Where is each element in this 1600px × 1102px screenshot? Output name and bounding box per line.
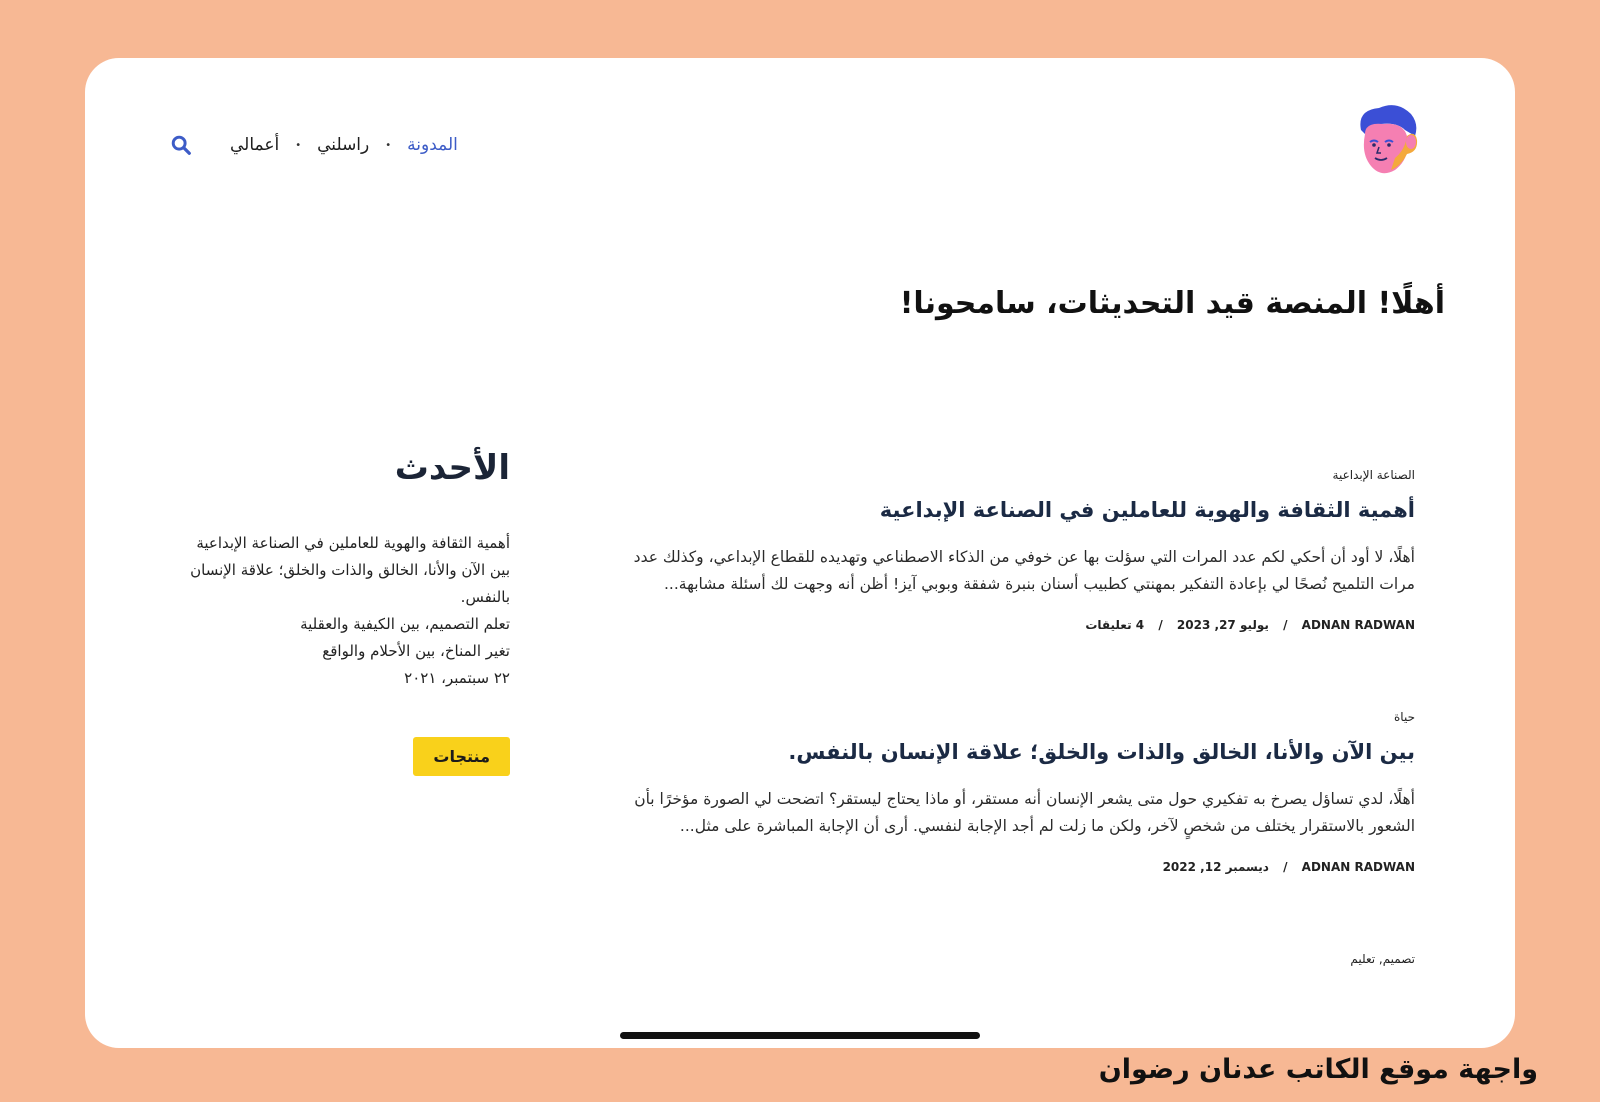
search-icon[interactable] [170, 134, 192, 156]
meta-separator: / [1283, 860, 1288, 874]
post-date: يوليو 27, 2023 [1176, 618, 1269, 632]
recent-post-link[interactable]: تعلم التصميم، بين الكيفية والعقلية [300, 615, 510, 633]
nav-separator: • [385, 139, 392, 151]
meta-separator: / [1158, 618, 1163, 632]
products-button[interactable]: منتجات [413, 737, 510, 776]
nav-contact[interactable]: راسلني [317, 135, 370, 155]
post-author[interactable]: ADNAN RADWAN [1301, 618, 1415, 632]
post-card [600, 468, 1415, 632]
home-indicator[interactable] [620, 1032, 980, 1039]
browser-page [85, 58, 1515, 1048]
post-title[interactable]: بين الآن والأنا، الخالق والذات والخلق؛ علاقة الإنسان بالنفس. [788, 740, 1415, 764]
post-meta [600, 860, 1415, 874]
nav-blog[interactable]: المدونة [407, 135, 458, 155]
nav-separator: • [295, 139, 302, 151]
sidebar [180, 448, 510, 776]
post-excerpt: أهلًا، لا أود أن أحكي لكم عدد المرات التي سؤلت بها عن خوفي من الذكاء الاصطناعي وتهديده للقطاع الإبداعي، وكذلك عدد مرات التلميح نُصحًا لي بإعادة التفكير بمهنتي كطبيب أسنان بنبرة شفقة وبوبي آيز! أظن أنه وجهت لك أسئلة مشابهة... [633, 548, 1415, 593]
post-category[interactable]: حياة [1394, 710, 1415, 724]
sidebar-heading: الأحدث [394, 448, 510, 488]
main-nav [170, 130, 458, 160]
avatar-face-icon[interactable] [1345, 100, 1425, 180]
posts-list [600, 468, 1415, 1044]
post-card [600, 952, 1415, 966]
post-author[interactable]: ADNAN RADWAN [1301, 860, 1415, 874]
post-meta [600, 618, 1415, 632]
post-excerpt: أهلًا، لدي تساؤل يصرخ به تفكيري حول متى يشعر الإنسان أنه مستقر، أو ماذا يحتاج ليستقر؟ اتضحت لي الصورة مؤخرًا بأن الشعور بالاستقرار يختلف من شخصٍ لآخر، ولكن ما زلت لم أجد الإجابة لنفسي. أرى أن الإجابة المباشرة على مثل... [634, 790, 1415, 835]
post-category[interactable]: تصميم, تعليم [1350, 952, 1415, 966]
recent-posts-list [180, 530, 510, 665]
recent-post-link[interactable]: بين الآن والأنا، الخالق والذات والخلق؛ علاقة الإنسان بالنفس. [190, 561, 510, 606]
recent-post-date: ٢٢ سبتمبر، ٢٠٢١ [404, 669, 510, 687]
post-card [600, 710, 1415, 874]
meta-separator: / [1283, 618, 1288, 632]
post-category[interactable]: الصناعة الإبداعية [1332, 468, 1415, 482]
image-caption: واجهة موقع الكاتب عدنان رضوان [1098, 1054, 1538, 1085]
recent-post-link[interactable]: أهمية الثقافة والهوية للعاملين في الصناعة الإبداعية [196, 534, 510, 552]
recent-post-link[interactable]: تغير المناخ، بين الأحلام والواقع [322, 642, 510, 660]
post-date: ديسمبر 12, 2022 [1162, 860, 1269, 874]
post-title[interactable]: أهمية الثقافة والهوية للعاملين في الصناعة الإبداعية [879, 498, 1415, 522]
nav-works[interactable]: أعمالي [230, 135, 280, 155]
post-comments-link[interactable]: 4 تعليقات [1085, 618, 1145, 632]
hero-title: أهلًا! المنصة قيد التحديثات، سامحونا! [899, 286, 1445, 321]
